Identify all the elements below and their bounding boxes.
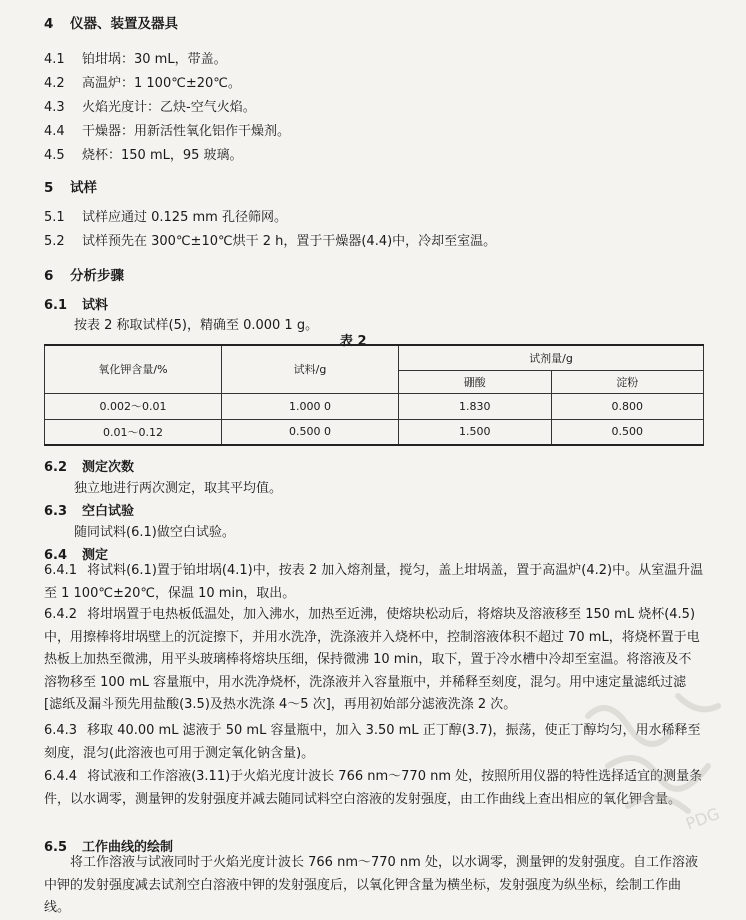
item-text: 火焰光度计：乙炔-空气火焰。 bbox=[82, 100, 256, 115]
paragraph-text: 将试料(6.1)置于铂坩埚(4.1)中，按表 2 加入熔剂量，搅匀，盖上坩埚盖，置于高温炉(4.2)中。从室温升温至 1 100℃±20℃，保温 10 min，取出。 bbox=[44, 563, 704, 601]
paragraph-6-4-1 bbox=[44, 560, 704, 605]
section-number: 6 bbox=[44, 268, 54, 284]
item-number: 4.2 bbox=[44, 76, 65, 91]
section-title: 仪器、装置及器具 bbox=[70, 16, 178, 32]
watermark-seal-icon bbox=[568, 676, 738, 836]
item-number: 4.4 bbox=[44, 124, 65, 139]
item-number: 5.2 bbox=[44, 234, 65, 249]
watermark-text: PDG bbox=[683, 803, 723, 834]
table-cell: 0.800 bbox=[551, 393, 704, 419]
table-cell: 0.002～0.01 bbox=[45, 393, 222, 419]
subsection-6-2-heading bbox=[44, 456, 134, 475]
paragraph-number: 6.4.1 bbox=[44, 563, 78, 578]
item-text: 铂坩埚：30 mL，带盖。 bbox=[82, 52, 227, 67]
list-item bbox=[44, 206, 287, 225]
list-item bbox=[44, 96, 256, 115]
subsection-title: 测定 bbox=[82, 548, 109, 563]
table-row bbox=[45, 419, 704, 445]
subsection-title: 空白试验 bbox=[82, 504, 135, 519]
list-item bbox=[44, 120, 290, 139]
subsection-6-1-heading bbox=[44, 294, 108, 313]
item-text: 试样预先在 300℃±10℃烘干 2 h，置于干燥器(4.4)中，冷却至室温。 bbox=[82, 234, 497, 249]
table-cell: 0.500 bbox=[551, 419, 704, 445]
section-4-heading bbox=[44, 12, 178, 32]
table-cell: 0.01～0.12 bbox=[45, 419, 222, 445]
table-caption: 表 2 bbox=[340, 334, 367, 349]
subsection-number: 6.3 bbox=[44, 504, 68, 519]
table-row bbox=[45, 393, 704, 419]
table-cell: 1.830 bbox=[399, 393, 552, 419]
item-number: 5.1 bbox=[44, 210, 65, 225]
subsection-number: 6.5 bbox=[44, 840, 68, 855]
section-title: 分析步骤 bbox=[70, 268, 124, 284]
section-6-heading bbox=[44, 264, 124, 284]
paragraph-6-5: 将工作溶液与试液同时于火焰光度计波长 766 nm～770 nm 处，以水调零，测量钾的发射强度。自工作溶液中钾的发射强度减去试剂空白溶液中钾的发射强度后，以氧化钾含量为横坐标，发射强度为纵坐标，绘制工作曲线。 bbox=[44, 855, 698, 915]
item-text: 高温炉：1 100℃±20℃。 bbox=[82, 76, 241, 91]
list-item bbox=[44, 72, 241, 91]
item-text: 干燥器：用新活性氧化铝作干燥剂。 bbox=[82, 124, 291, 139]
subsection-title: 试料 bbox=[82, 298, 109, 313]
subsection-number: 6.1 bbox=[44, 298, 68, 313]
paragraph-text: 移取 40.00 mL 滤液于 50 mL 容量瓶中，加入 3.50 mL 正丁醇(3.7)，振荡，使正丁醇均匀，用水稀释至刻度，混匀(此溶液也可用于测定氧化钠含量)。 bbox=[44, 723, 701, 761]
list-item bbox=[44, 48, 227, 67]
subsection-title: 工作曲线的绘制 bbox=[82, 840, 174, 855]
list-item bbox=[44, 144, 243, 163]
item-number: 4.1 bbox=[44, 52, 65, 67]
section-5-heading bbox=[44, 176, 97, 196]
table-cell: 0.500 0 bbox=[222, 419, 399, 445]
column-header: 试剂量/g bbox=[399, 345, 704, 370]
paragraph-text: 将试液和工作溶液(3.11)于火焰光度计波长 766 nm～770 nm 处，按照所用仪器的特性选择适宜的测量条件，以水调零，测量钾的发射强度并减去随同试料空白溶液的发射强度，由工作曲线上查出相应的氧化钾含量。 bbox=[44, 769, 703, 807]
subsection-6-3-heading bbox=[44, 500, 134, 519]
table-cell: 1.500 bbox=[399, 419, 552, 445]
paragraph: 独立地进行两次测定，取其平均值。 bbox=[74, 481, 283, 496]
section-number: 5 bbox=[44, 180, 54, 196]
column-header: 氧化钾含量/% bbox=[45, 345, 222, 393]
paragraph-number: 6.4.3 bbox=[44, 723, 78, 738]
list-item bbox=[44, 230, 496, 249]
paragraph-text: 将坩埚置于电热板低温处，加入沸水，加热至近沸，使熔块松动后，将熔块及溶液移至 150 mL 烧杯(4.5)中，用擦棒将坩埚壁上的沉淀擦下，并用水洗净，洗涤液并入烧杯中，控制溶液体积不超过 70 mL，将烧杯置于电热板上加热至微沸，用平头玻璃棒将熔块压细，保持微沸 10 min，取下，置于冷水槽中冷却至室温。将溶液及不溶物移至 100 mL 容量瓶中，用水洗净烧杯，洗涤液并入容量瓶中，并稀释至刻度，混匀。用中速定量滤纸过滤[滤纸及漏斗预先用盐酸(3.5)及热水洗涤 4～5 次]，再用初始部分滤液洗涤 2 次。 bbox=[44, 607, 700, 712]
item-text: 烧杯：150 mL，95 玻璃。 bbox=[82, 148, 243, 163]
subsection-number: 6.4 bbox=[44, 548, 68, 563]
subsection-title: 测定次数 bbox=[82, 460, 135, 475]
paragraph: 按表 2 称取试样(5)，精确至 0.000 1 g。 bbox=[74, 318, 319, 333]
item-text: 试样应通过 0.125 mm 孔径筛网。 bbox=[82, 210, 287, 225]
paragraph-number: 6.4.4 bbox=[44, 769, 78, 784]
data-table bbox=[44, 344, 704, 446]
table-cell: 1.000 0 bbox=[222, 393, 399, 419]
item-number: 4.5 bbox=[44, 148, 65, 163]
paragraph-number: 6.4.2 bbox=[44, 607, 78, 622]
paragraph: 随同试料(6.1)做空白试验。 bbox=[74, 525, 235, 540]
column-header: 硼酸 bbox=[399, 370, 552, 393]
item-number: 4.3 bbox=[44, 100, 65, 115]
column-header: 试料/g bbox=[222, 345, 399, 393]
subsection-number: 6.2 bbox=[44, 460, 68, 475]
section-number: 4 bbox=[44, 16, 54, 32]
section-title: 试样 bbox=[70, 180, 97, 196]
column-header: 淀粉 bbox=[551, 370, 704, 393]
